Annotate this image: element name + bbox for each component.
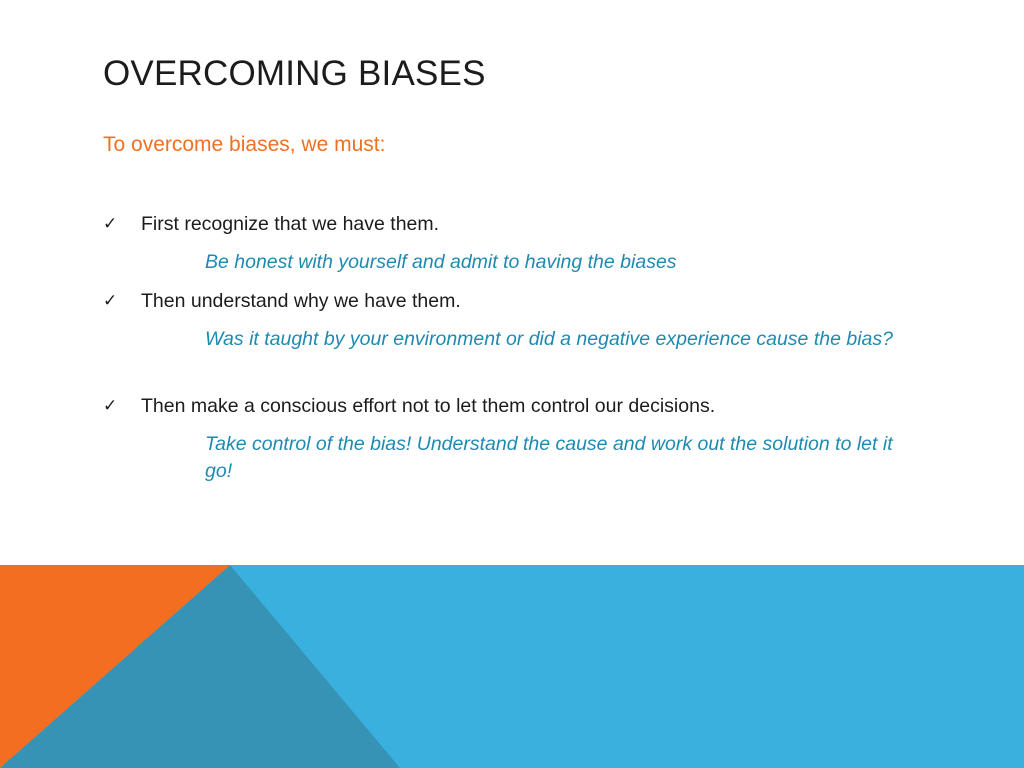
checkmark-icon: ✓ [103,291,118,311]
bullet-text: Then understand why we have them. [141,290,461,312]
bullet-text: Then make a conscious effort not to let them control our decisions. [141,395,716,417]
checkmark-icon: ✓ [103,396,118,416]
bullet-detail: Take control of the bias! Understand the cause and work out the solution to let it go! [205,433,893,482]
slide-subtitle: To overcome biases, we must: [103,133,386,156]
slide-title: OVERCOMING BIASES [103,54,486,93]
bullet-detail: Was it taught by your environment or did a negative experience cause the bias? [205,328,893,350]
bullet-text: First recognize that we have them. [141,213,440,235]
checkmark-icon: ✓ [103,214,118,234]
decorative-banner [0,565,1024,768]
bullet-detail: Be honest with yourself and admit to having the biases [205,251,677,273]
